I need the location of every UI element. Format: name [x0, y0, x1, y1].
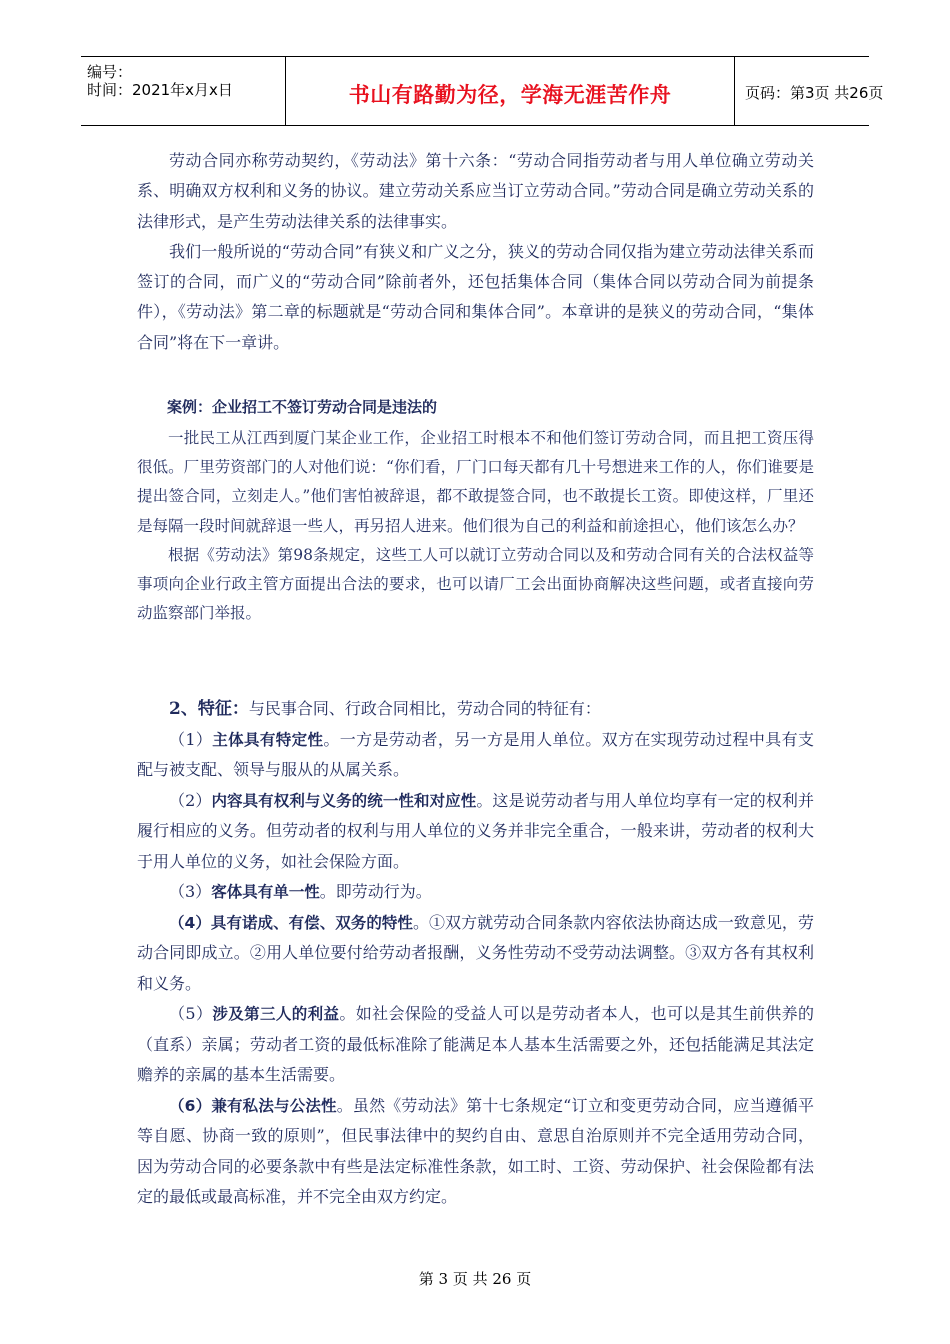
feature-item-3 — [137, 877, 814, 908]
feature-num: （5） — [169, 1004, 213, 1023]
feature-num: （2） — [169, 790, 212, 810]
case-paragraph-2: 根据《劳动法》第98条规定，这些工人可以就订立劳动合同以及和劳动合同有关的合法权益等事项向企业行政主管方面提出合法的要求，也可以请厂工会出面协商解决这些问题，或者直接向劳动监察部门举报。 — [137, 545, 814, 623]
feature-num: （1） — [169, 729, 213, 749]
features-heading — [137, 694, 814, 725]
feature-text: 。①双方就劳动合同条款内容依法协商达成一致意见，劳动合同即成立。②用人单位要付给劳动者报酬，义务性劳动不受劳动法调整。③双方各有其权利和义务。 — [137, 912, 814, 993]
feature-title: 兼有私法与公法性 — [211, 1096, 337, 1115]
features-section — [137, 694, 814, 1213]
header-page-cell — [733, 57, 884, 125]
header-meta-cell — [81, 57, 285, 125]
feature-item-1 — [137, 725, 814, 786]
feature-text: 。一方是劳动者，另一方是用人单位。双方在实现劳动过程中具有支配与被支配、领导与服从的从属关系。 — [137, 729, 814, 779]
header-motto: 书山有路勤为径，学海无涯苦作舟 — [348, 83, 672, 107]
feature-text: 。虽然《劳动法》第十七条规定“订立和变更劳动合同，应当遵循平等自愿、协商一致的原则”，但民事法律中的契约自由、意思自治原则并不完全适用劳动合同，因为劳动合同的必要条款中有些是法定标准性条款，如工时、工资、劳动保护、社会保险都有法定的最低或最高标准，并不完全由双方约定。 — [137, 1095, 814, 1206]
intro-section — [137, 146, 814, 358]
feature-title: 具有诺成、有偿、双务的特性 — [210, 913, 413, 932]
feature-num: （3） — [169, 882, 212, 901]
features-intro: 与民事合同、行政合同相比，劳动合同的特征有： — [248, 699, 601, 718]
feature-title: 客体具有单一性 — [211, 883, 320, 901]
feature-title: 主体具有特定性 — [212, 730, 324, 749]
case-paragraph-1: 一批民工从江西到厦门某企业工作，企业招工时根本不和他们签订劳动合同，而且把工资压得很低。厂里劳资部门的人对他们说：“你们看，厂门口每天都有几十号想进来工作的人，你们谁要是提出签合同，立刻走人。”他们害怕被辞退，都不敢提签合同，也不敢提长工资。即使这样，厂里还是每隔一段时间就辞退一些人，再另招人进来。他们很为自己的利益和前途担心，他们该怎么办？ — [137, 429, 814, 535]
feature-title: 涉及第三人的利益 — [212, 1005, 340, 1023]
page-header — [81, 56, 884, 126]
feature-num: （6） — [169, 1096, 212, 1115]
intro-paragraph-1: 劳动合同亦称劳动契约，《劳动法》第十六条：“劳动合同指劳动者与用人单位确立劳动关系、明确双方权利和义务的协议。建立劳动关系应当订立劳动合同。”劳动合同是确立劳动关系的法律形式，是产生劳动法律关系的法律事实。 — [137, 151, 814, 231]
feature-text: 。如社会保险的受益人可以是劳动者本人，也可以是其生前供养的（直系）亲属；劳动者工资的最低标准除了能满足本人基本生活需要之外，还包括能满足其法定赡养的亲属的基本生活需要。 — [137, 1004, 814, 1084]
feature-num: （4） — [169, 913, 211, 932]
intro-paragraph-2: 我们一般所说的“劳动合同”有狭义和广义之分，狭义的劳动合同仅指为建立劳动法律关系而签订的合同，而广义的“劳动合同”除前者外，还包括集体合同（集体合同以劳动合同为前提条件），《劳动法》第二章的标题就是“劳动合同和集体合同”。本章讲的是狭义的劳动合同，“集体合同”将在下一章讲。 — [137, 241, 814, 352]
feature-text: 。即劳动行为。 — [319, 882, 432, 901]
document-number-label: 编号： — [87, 63, 133, 81]
feature-item-4 — [137, 908, 814, 1000]
feature-item-6 — [137, 1091, 814, 1213]
feature-title: 内容具有权利与义务的统一性和对应性 — [211, 791, 477, 810]
feature-item-2 — [137, 786, 814, 878]
feature-item-5 — [137, 999, 814, 1091]
document-time-label: 时间：2021年x月x日 — [87, 81, 233, 99]
case-title: 案例：企业招工不签订劳动合同是违法的 — [167, 398, 438, 416]
header-page-info: 页码：第3页 共26页 — [745, 84, 884, 102]
page-footer: 第 3 页 共 26 页 — [418, 1270, 532, 1288]
features-lead: 2、特征： — [169, 699, 249, 719]
feature-text: 。这是说劳动者与用人单位均享有一定的权利并履行相应的义务。但劳动者的权利与用人单位的义务并非完全重合，一般来讲，劳动者的权利大于用人单位的义务，如社会保险方面。 — [137, 790, 814, 871]
case-section — [137, 394, 814, 628]
header-motto-cell — [285, 57, 735, 125]
